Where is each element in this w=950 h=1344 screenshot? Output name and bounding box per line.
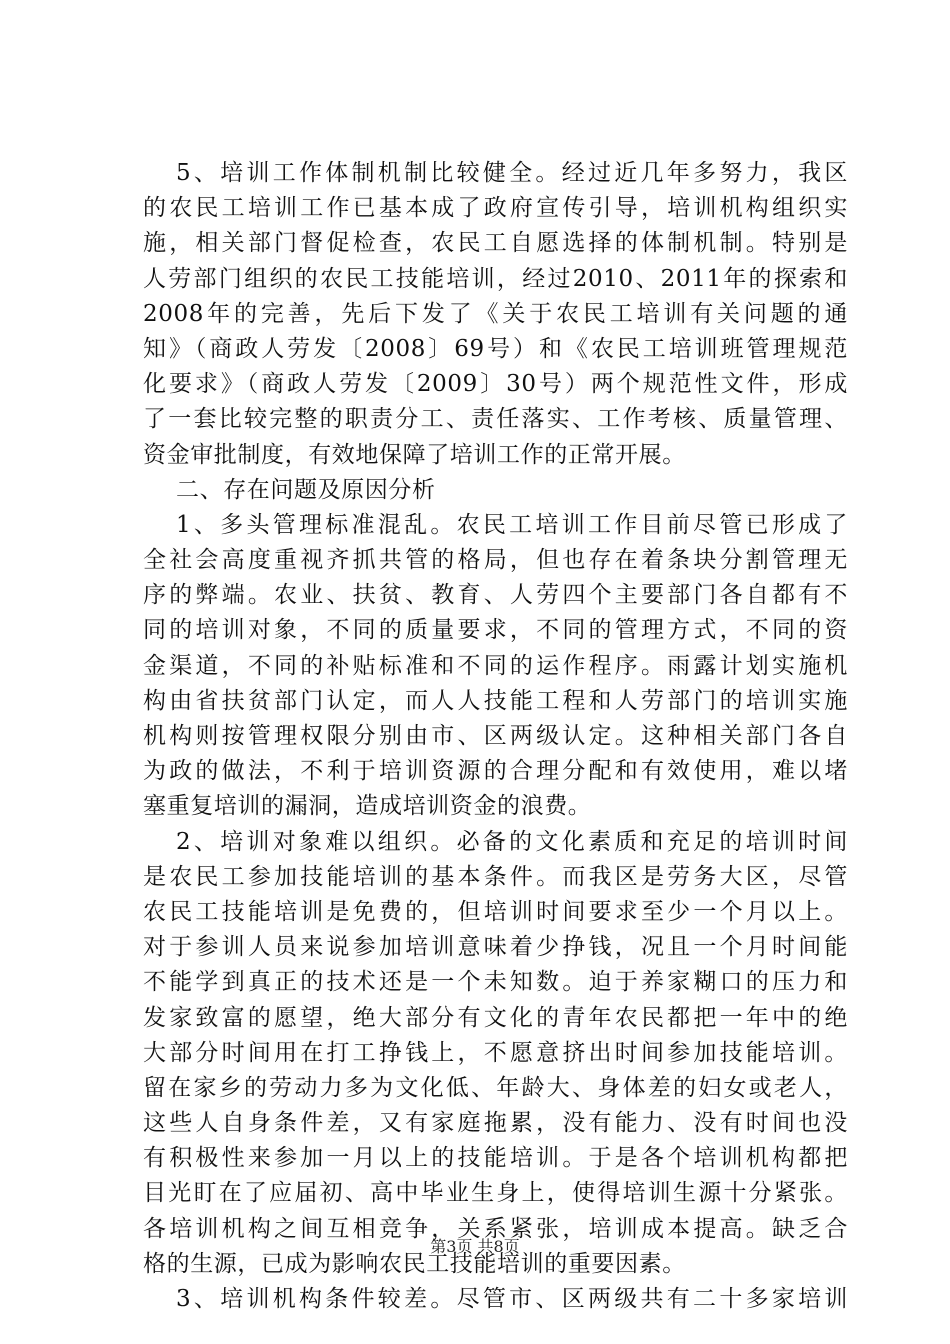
- text-line: 2、培训对象难以组织。必备的文化素质和充足的培训时间: [176, 828, 848, 855]
- text-line: 化要求》（商政人劳发〔2009〕30号）两个规范性文件，形成: [143, 371, 848, 398]
- text-line: 对于参训人员来说参加培训意味着少挣钱，况且一个月时间能: [143, 934, 848, 961]
- text-line: 这些人自身条件差，又有家庭拖累，没有能力、没有时间也没: [143, 1110, 848, 1137]
- text-line: 是农民工参加技能培训的基本条件。而我区是劳务大区，尽管: [143, 863, 848, 890]
- text-line: 塞重复培训的漏洞，造成培训资金的浪费。: [143, 793, 592, 820]
- text-line: 为政的做法，不利于培训资源的合理分配和有效使用，难以堵: [143, 758, 848, 785]
- text-line: 2008年的完善，先后下发了《关于农民工培训有关问题的通: [143, 300, 848, 327]
- document-body: [143, 156, 848, 1317]
- text-line: 资金审批制度，有效地保障了培训工作的正常开展。: [143, 441, 686, 468]
- page-footer: 第3页 共8页: [430, 1237, 520, 1256]
- text-line: 农民工技能培训是免费的，但培训时间要求至少一个月以上。: [143, 898, 848, 925]
- text-line: 二、存在问题及原因分析: [176, 476, 436, 503]
- text-line: 序的弊端。农业、扶贫、教育、人劳四个主要部门各自都有不: [143, 582, 848, 609]
- text-line: 金渠道，不同的补贴标准和不同的运作程序。雨露计划实施机: [143, 652, 848, 679]
- text-line: 施，相关部门督促检查，农民工自愿选择的体制机制。特别是: [143, 230, 848, 257]
- text-line: 发家致富的愿望，绝大部分有文化的青年农民都把一年中的绝: [143, 1004, 848, 1031]
- text-line: 5、培训工作体制机制比较健全。经过近几年多努力，我区: [176, 160, 848, 186]
- text-line: 同的培训对象，不同的质量要求，不同的管理方式，不同的资: [143, 617, 848, 644]
- text-line: 构由省扶贫部门认定，而人人技能工程和人劳部门的培训实施: [143, 687, 848, 714]
- text-line: 机构则按管理权限分别由市、区两级认定。这种相关部门各自: [143, 723, 848, 749]
- text-line: 大部分时间用在打工挣钱上，不愿意挤出时间参加技能培训。: [143, 1039, 848, 1066]
- text-line: 全社会高度重视齐抓共管的格局，但也存在着条块分割管理无: [143, 547, 848, 574]
- text-line: 知》（商政人劳发〔2008〕69号）和《农民工培训班管理规范: [143, 335, 848, 362]
- text-line: 目光盯在了应届初、高中毕业生身上，使得培训生源十分紧张。: [143, 1180, 848, 1207]
- text-line: 1、多头管理标准混乱。农民工培训工作目前尽管已形成了: [176, 511, 848, 538]
- text-line: 3、培训机构条件较差。尽管市、区两级共有二十多家培训: [176, 1286, 848, 1312]
- text-line: 人劳部门组织的农民工技能培训，经过2010、2011年的探索和: [143, 265, 848, 292]
- text-line: 各培训机构之间互相竞争，关系紧张，培训成本提高。缺乏合: [143, 1215, 848, 1242]
- text-line: 格的生源，已成为影响农民工技能培训的重要因素。: [143, 1250, 686, 1277]
- text-line: 了一套比较完整的职责分工、责任落实、工作考核、质量管理、: [143, 406, 848, 433]
- text-line: 的农民工培训工作已基本成了政府宣传引导，培训机构组织实: [143, 195, 848, 222]
- text-line: 留在家乡的劳动力多为文化低、年龄大、身体差的妇女或老人，: [143, 1074, 848, 1101]
- text-line: 有积极性来参加一月以上的技能培训。于是各个培训机构都把: [143, 1145, 848, 1172]
- text-line: 不能学到真正的技术还是一个未知数。迫于养家糊口的压力和: [143, 969, 848, 996]
